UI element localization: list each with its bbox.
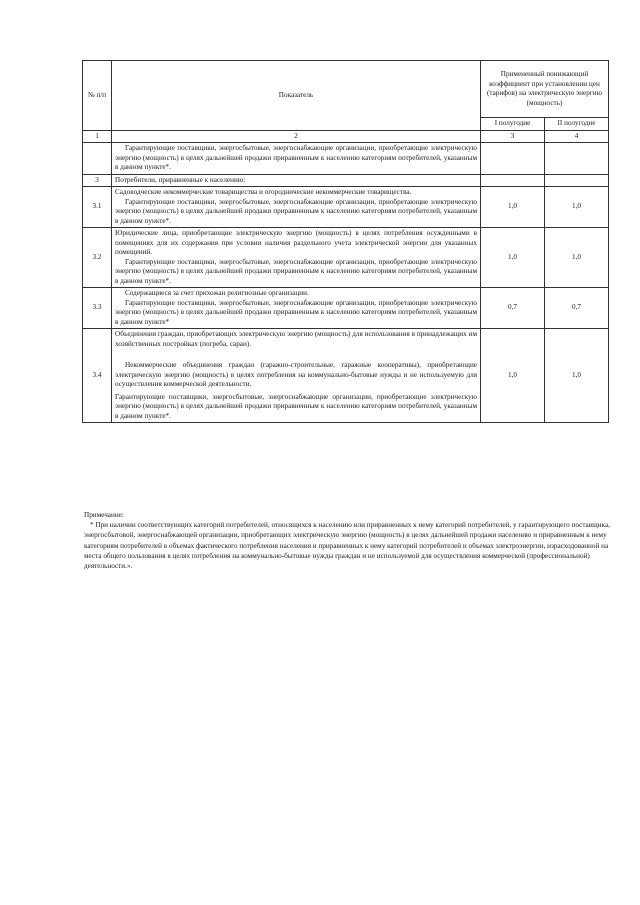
row-num: 3.1	[83, 187, 112, 228]
row-num: 3.4	[83, 329, 112, 423]
value-first-half: 1,0	[481, 187, 545, 228]
header-second-half: II полугодие	[545, 118, 609, 131]
paragraph: Гарантирующие поставщики, энергосбытовые, энергоснабжающие организации, приобретающие электрическую энергию (мощность) в целях дальнейшей продажи приравненным к населению категориям потребителей, указанным в данном пункте*.	[115, 197, 477, 225]
tariff-coefficient-table	[82, 60, 609, 423]
row-text	[112, 143, 481, 175]
row-text	[112, 174, 481, 187]
paragraph: Гарантирующие поставщики, энергосбытовые, энергоснабжающие организации, приобретающие электрическую энергию (мощность) в целях дальнейшей продажи приравненным к населению категориям потребителей, указанным в данном пункте*.	[115, 392, 477, 420]
value-first-half: 0,7	[481, 288, 545, 329]
row-text	[112, 228, 481, 288]
paragraph: Объединения граждан, приобретающих электрическую энергию (мощность) для использования в принадлежащих им хозяйственных постройках (погреба, сараи).	[115, 330, 477, 348]
cell-empty	[545, 143, 609, 175]
value-second-half: 1,0	[545, 187, 609, 228]
value-second-half: 0,7	[545, 288, 609, 329]
header-coefficient: Примененный понижающий коэффициент при установлении цен (тарифов) на электрическую энергию (мощность)	[481, 61, 609, 118]
table-row-3-4	[83, 329, 609, 423]
paragraph: Некоммерческие объединения граждан (гаражно-строительные, гаражные кооперативы), приобретающие электрическую энергию (мощность) в целях потребления на коммунально-бытовые нужды и не используемую для осуществления коммерческой деятельности.	[115, 361, 477, 388]
paragraph: Гарантирующие поставщики, энергосбытовые, энергоснабжающие организации, приобретающие электрическую энергию (мощность) в целях дальнейшей продажи приравненным к населению категориям потребителей, указанным в данном пункте*.	[115, 144, 477, 171]
table-row	[83, 143, 609, 175]
table-row-3-1	[83, 187, 609, 228]
value-first-half: 1,0	[481, 329, 545, 423]
table-row-3-2	[83, 228, 609, 288]
column-number-row	[83, 130, 609, 143]
table-row-section-3	[83, 174, 609, 187]
table-row-3-3	[83, 288, 609, 329]
row-num: 3.2	[83, 228, 112, 288]
spacer	[115, 349, 477, 361]
paragraph: Содержащиеся за счет прихожан религиозные организации.	[125, 289, 309, 297]
row-text	[112, 329, 481, 423]
footnote	[84, 510, 612, 571]
row-text	[112, 187, 481, 228]
colnum-1: 1	[83, 130, 112, 143]
paragraph: Юридические лица, приобретающие электрическую энергию (мощность) в целях потребления осужденными в помещениях для их содержания при условии наличия раздельного учета электрической энергии для указанных помещений.	[115, 229, 477, 256]
row-num-empty	[83, 143, 112, 175]
cell-empty	[545, 174, 609, 187]
header-indicator: Показатель	[112, 61, 481, 131]
value-second-half: 1,0	[545, 228, 609, 288]
row-text	[112, 288, 481, 329]
header-first-half: I полугодие	[481, 118, 545, 131]
colnum-3: 3	[481, 130, 545, 143]
value-first-half: 1,0	[481, 228, 545, 288]
cell-empty	[481, 143, 545, 175]
paragraph: Гарантирующие поставщики, энергосбытовые, энергоснабжающие организации, приобретающие электрическую энергию (мощность) в целях дальнейшей продажи приравненным к населению категориям потребителей, указанным в данном пункте*	[115, 298, 477, 326]
colnum-4: 4	[545, 130, 609, 143]
colnum-2: 2	[112, 130, 481, 143]
paragraph: Гарантирующие поставщики, энергосбытовые, энергоснабжающие организации, приобретающие электрическую энергию (мощность) в целях дальнейшей продажи приравненным к населению категориям потребителей, указанным в данном пункте*.	[115, 257, 477, 285]
header-num: № п/п	[83, 61, 112, 131]
table-header-row	[83, 61, 609, 118]
footnote-text: * При наличии соответствующих категорий потребителей, относящихся к населению или приравненных к нему категорий потребителей, у гарантирующего поставщика, энергосбытовой, энергоснабжающей организации, приобретающих электрическую энергию (мощность) в целях дальнейшей продажи населению и приравненным к нему категориям потребителей в объемах фактического потребления населения и приравненных к нему категорий потребителей и объемах электроэнергии, израсходованной на места общего пользования в целях потребления на коммунально-бытовые нужды граждан и не используемой для осуществления коммерческой (профессиональной) деятельности.».	[84, 521, 610, 571]
row-num: 3.3	[83, 288, 112, 329]
cell-empty	[481, 174, 545, 187]
value-second-half: 1,0	[545, 329, 609, 423]
footnote-title: Примечание:	[84, 511, 124, 519]
row-num: 3	[83, 174, 112, 187]
paragraph: Садоводческие некоммерческие товарищества и огороднические некоммерческие товарищества.	[115, 188, 412, 196]
paragraph: Потребители, приравненные к населению:	[115, 175, 246, 184]
